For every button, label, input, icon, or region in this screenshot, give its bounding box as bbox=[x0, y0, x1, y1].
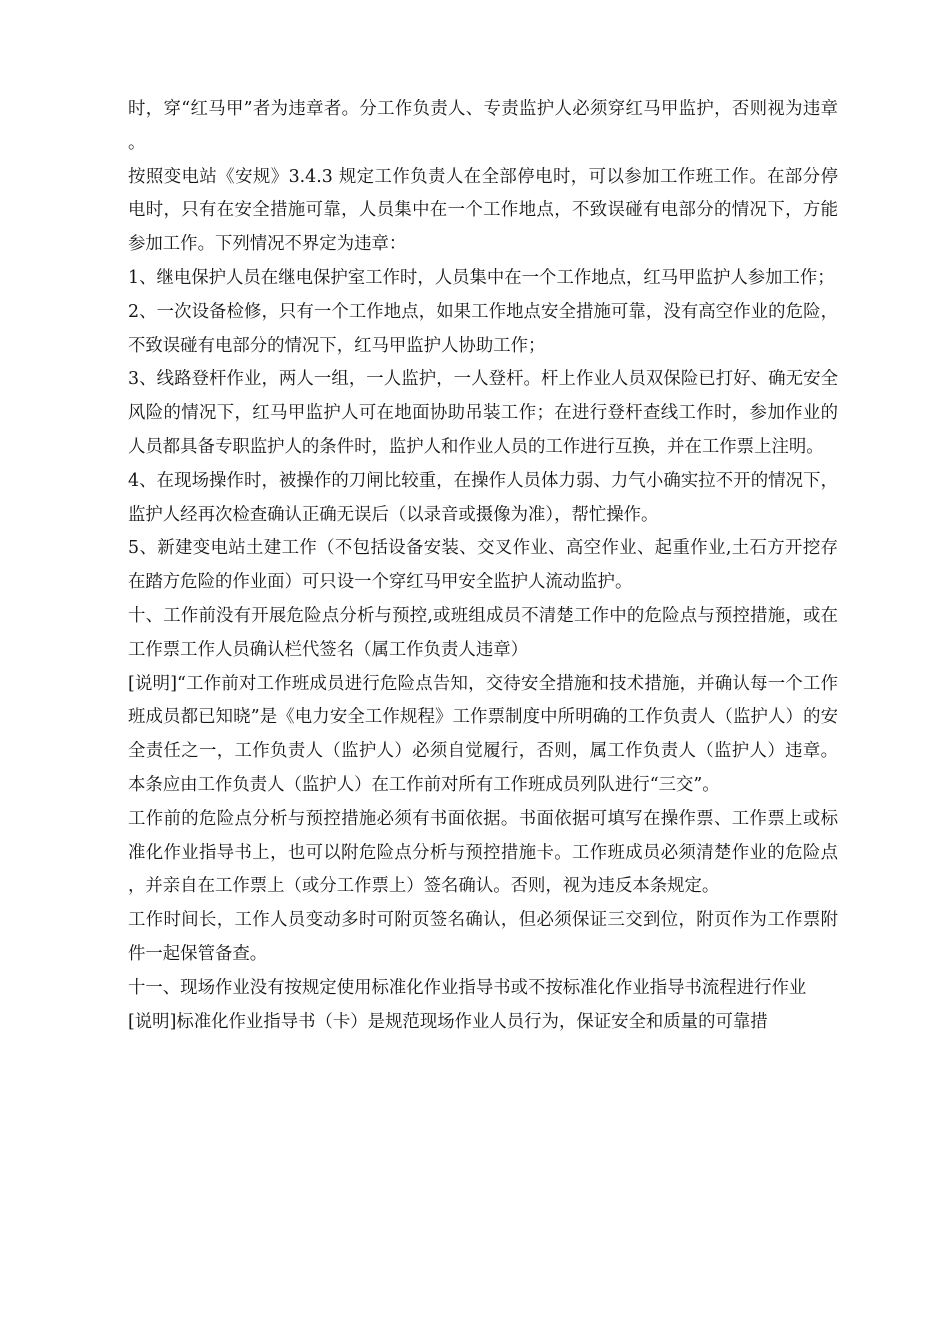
paragraph-continuation: 时，穿“红马甲”者为违章者。分工作负责人、专责监护人必须穿红马甲监护，否则视为违章。 bbox=[128, 99, 838, 153]
explanation-10: [说明]“工作前对工作班成员进行危险点告知，交待安全措施和技术措施，并确认每一个工作班成员都已知晓”是《电力安全工作规程》工作票制度中所明确的工作负责人（监护人）的安全责任之一，工作负责人（监护人）必须自觉履行，否则，属工作负责人（监护人）违章。本条应由工作负责人（监护人）在工作前对所有工作班成员列队进行“三交”。 bbox=[128, 673, 838, 795]
paragraph-attachment: 工作时间长，工作人员变动多时可附页签名确认，但必须保证三交到位，附页作为工作票附件一起保管备查。 bbox=[128, 910, 838, 964]
section-heading-10: 十、工作前没有开展危险点分析与预控,或班组成员不清楚工作中的危险点与预控措施，或在工作票工作人员确认栏代签名（属工作负责人违章） bbox=[128, 605, 838, 660]
list-item-5: 5、新建变电站土建工作（不包括设备安装、交叉作业、高空作业、起重作业,土石方开挖存在踏方危险的作业面）可只设一个穿红马甲安全监护人流动监护。 bbox=[128, 538, 838, 593]
explanation-11: [说明]标准化作业指导书（卡）是规范现场作业人员行为，保证安全和质量的可靠措 bbox=[128, 1011, 768, 1032]
document-body bbox=[128, 93, 838, 1039]
list-item-2: 2、一次设备检修，只有一个工作地点，如果工作地点安全措施可靠，没有高空作业的危险，不致误碰有电部分的情况下，红马甲监护人协助工作； bbox=[128, 301, 838, 356]
list-item-1: 1、继电保护人员在继电保护室工作时，人员集中在一个工作地点，红马甲监护人参加工作； bbox=[128, 267, 835, 288]
list-item-4: 4、在现场操作时，被操作的刀闸比较重，在操作人员体力弱、力气小确实拉不开的情况下，监护人经再次检查确认正确无误后（以录音或摄像为准），帮忙操作。 bbox=[128, 470, 838, 525]
list-item-3: 3、线路登杆作业，两人一组，一人监护，一人登杆。杆上作业人员双保险已打好、确无安全风险的情况下，红马甲监护人可在地面协助吊装工作；在进行登杆查线工作时，参加作业的人员都具备专职监护人的条件时，监护人和作业人员的工作进行互换，并在工作票上注明。 bbox=[128, 369, 838, 457]
section-heading-11: 十一、现场作业没有按规定使用标准化作业指导书或不按标准化作业指导书流程进行作业 bbox=[128, 977, 807, 998]
paragraph-safety-rule: 按照变电站《安规》3.4.3 规定工作负责人在全部停电时，可以参加工作班工作。在部分停电时，只有在安全措施可靠，人员集中在一个工作地点，不致误碰有电部分的情况下，方能参加工作。下列情况不界定为违章： bbox=[128, 166, 838, 255]
paragraph-risk-analysis: 工作前的危险点分析与预控措施必须有书面依据。书面依据可填写在操作票、工作票上或标准化作业指导书上，也可以附危险点分析与预控措施卡。工作班成员必须清楚作业的危险点，并亲自在工作票上（或分工作票上）签名确认。否则，视为违反本条规定。 bbox=[128, 808, 838, 897]
